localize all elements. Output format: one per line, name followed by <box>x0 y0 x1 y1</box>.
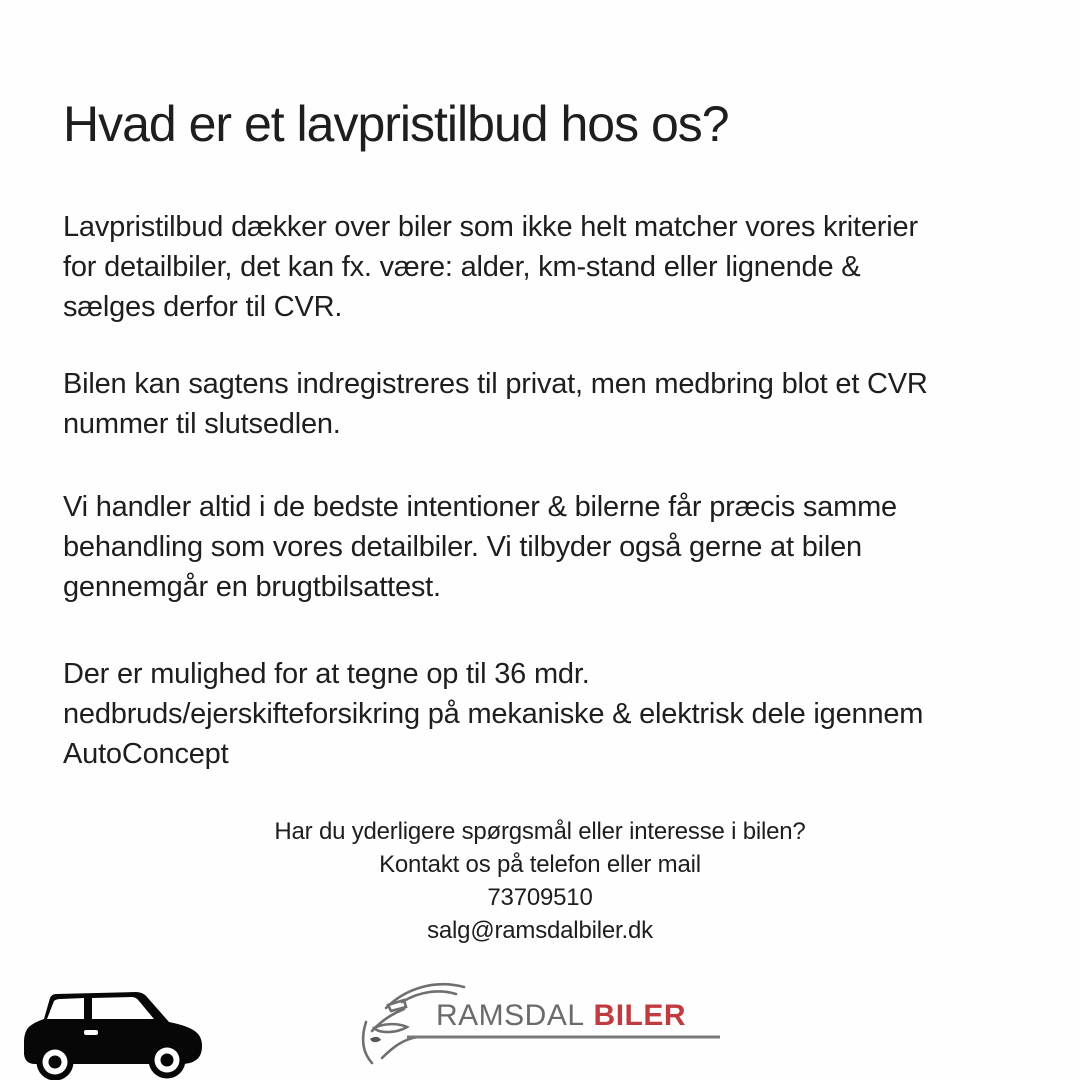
paragraph-indregistrering <box>63 364 928 444</box>
text-line: Bilen kan sagtens indregistreres til privat, men medbring blot et CVR <box>63 368 928 400</box>
logo-wordmark <box>436 999 686 1033</box>
page-title: Hvad er et lavpristilbud hos os? <box>63 96 729 152</box>
contact-instruction: Kontakt os på telefon eller mail <box>379 851 701 878</box>
text-line: gennemgår en brugtbilsattest. <box>63 571 441 603</box>
text-line: Vi handler altid i de bedste intentioner & bilerne får præcis samme <box>63 491 897 523</box>
paragraph-forsikring <box>63 654 923 774</box>
text-line: AutoConcept <box>63 738 229 770</box>
text-line: nedbruds/ejerskifteforsikring på mekaniske & elektrisk dele igennem <box>63 698 924 730</box>
dealer-logo <box>360 978 722 1068</box>
logo-name-ramsdal: RAMSDAL <box>436 999 585 1032</box>
text-line: nummer til slutsedlen. <box>63 408 341 440</box>
text-line: for detailbiler, det kan fx. være: alder, km-stand eller lignende & <box>63 251 861 283</box>
car-icon <box>20 985 205 1080</box>
contact-email: salg@ramsdalbiler.dk <box>427 917 653 944</box>
paragraph-lavpristilbud <box>63 207 918 327</box>
text-line: Lavpristilbud dækker over biler som ikke helt matcher vores kriterier <box>63 211 918 243</box>
contact-phone: 73709510 <box>487 884 593 911</box>
text-line: Der er mulighed for at tegne op til 36 mdr. <box>63 658 590 690</box>
contact-question: Har du yderligere spørgsmål eller interesse i bilen? <box>274 818 806 845</box>
text-line: sælges derfor til CVR. <box>63 291 343 323</box>
contact-section <box>0 815 1080 947</box>
text-line: behandling som vores detailbiler. Vi tilbyder også gerne at bilen <box>63 531 862 563</box>
logo-underline <box>407 1036 720 1039</box>
paragraph-behandling <box>63 487 897 607</box>
logo-name-biler: BILER <box>593 999 687 1032</box>
